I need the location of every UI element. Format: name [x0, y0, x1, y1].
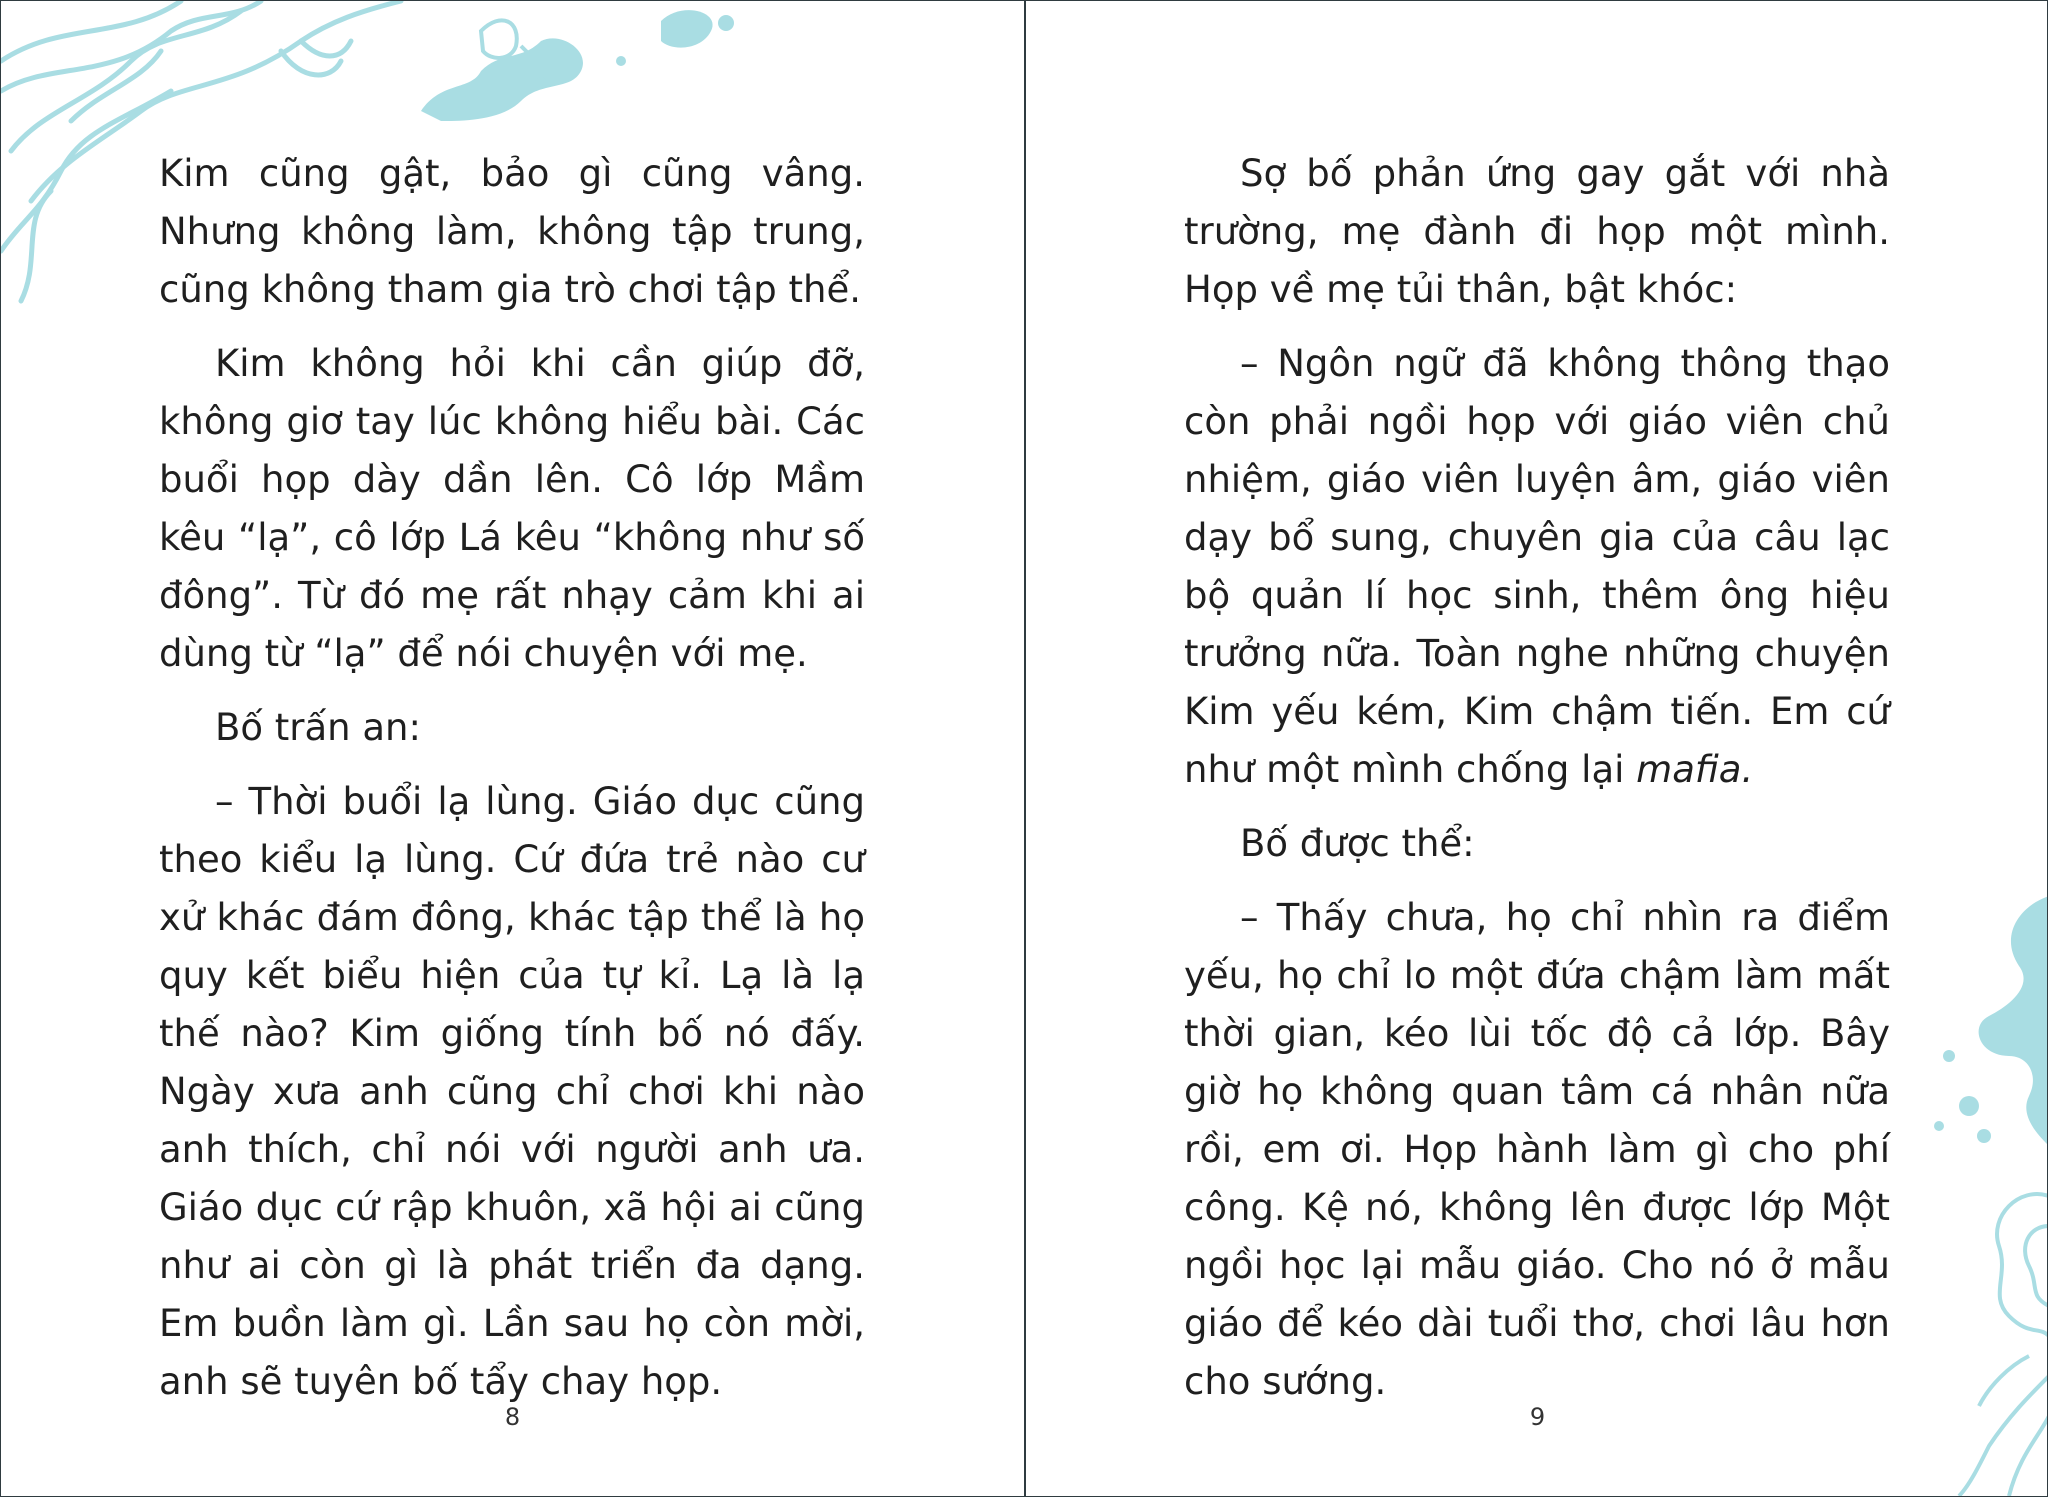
paragraph: – Thấy chưa, họ chỉ nhìn ra điểm yếu, họ chỉ lo một đứa chậm làm mất thời gian, kéo lùi tốc độ cả lớp. Bây giờ họ không quan tâm cá nhân nữa rồi, em ơi. Họp hành làm gì cho phí công. Kệ nó, không lên được lớp Một ngồi học lại mẫu giáo. Cho nó ở mẫu giáo để kéo dài tuổi thơ, chơi lâu hơn cho sướng. [1184, 896, 1890, 1403]
page-number: 8 [504, 1403, 521, 1431]
paragraph [1184, 335, 1890, 799]
left-page [1, 1, 1024, 1496]
italic-word: mafia. [1636, 748, 1754, 791]
paragraph: Sợ bố phản ứng gay gắt với nhà trường, mẹ đành đi họp một mình. Họp về mẹ tủi thân, bật khóc: [1184, 152, 1890, 311]
paragraph: Kim không hỏi khi cần giúp đỡ, không giơ tay lúc không hiểu bài. Các buổi họp dày dần lên. Cô lớp Mầm kêu “lạ”, cô lớp Lá kêu “không như số đông”. Từ đó mẹ rất nhạy cảm khi ai dùng từ “lạ” để nói chuyện với mẹ. [159, 342, 865, 675]
paragraph: Bố được thể: [1240, 822, 1475, 865]
paragraph: – Thời buổi lạ lùng. Giáo dục cũng theo kiểu lạ lùng. Cứ đứa trẻ nào cư xử khác đám đông, khác tập thể là họ quy kết biểu hiện của tự kỉ. Lạ là lạ thế nào? Kim giống tính bố nó đấy. Ngày xưa anh cũng chỉ chơi khi nào anh thích, chỉ nói với người anh ưa. Giáo dục cứ rập khuôn, xã hội ai cũng như ai còn gì là phát triển đa dạng. Em buồn làm gì. Lần sau họ còn mời, anh sẽ tuyên bố tẩy chay họp. [159, 780, 865, 1403]
right-page-text [1184, 145, 1890, 1427]
left-page-text [159, 145, 865, 1427]
paragraph-text: – Ngôn ngữ đã không thông thạo còn phải ngồi họp với giáo viên chủ nhiệm, giáo viên luyện âm, giáo viên dạy bổ sung, chuyên gia của câu lạc bộ quản lí học sinh, thêm ông hiệu trưởng nữa. Toàn nghe những chuyện Kim yếu kém, Kim chậm tiến. Em cứ như một mình chống lại [1184, 342, 1890, 791]
paragraph: Kim cũng gật, bảo gì cũng vâng. Nhưng không làm, không tập trung, cũng không tham gia trò chơi tập thể. [159, 152, 865, 311]
paragraph: Bố trấn an: [215, 706, 421, 749]
right-page [1024, 1, 2048, 1496]
page-number: 9 [1529, 1403, 1546, 1431]
